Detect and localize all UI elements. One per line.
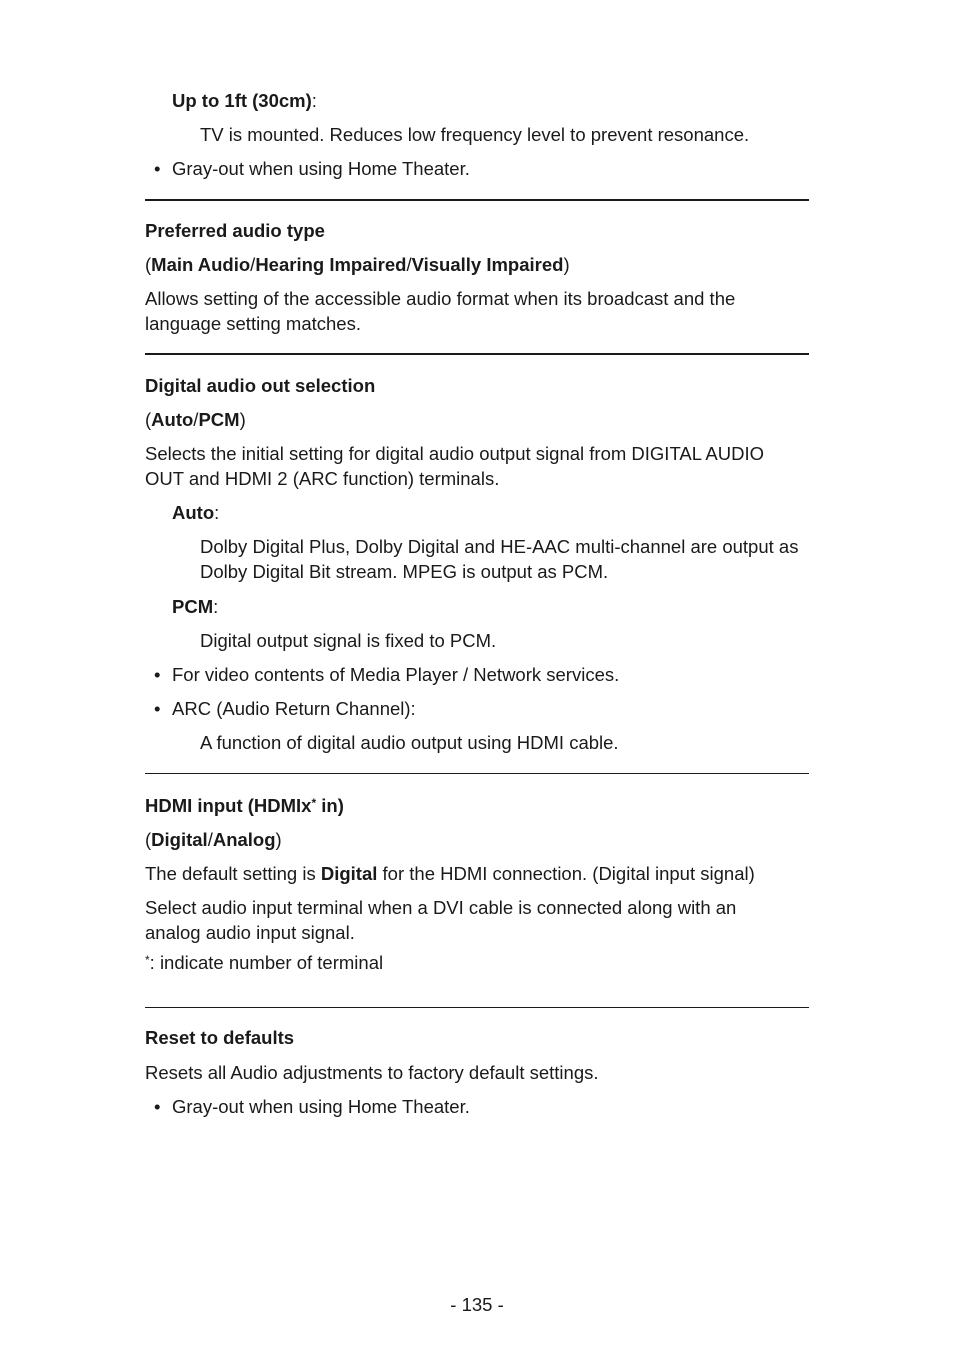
section-divider xyxy=(145,773,809,774)
section-title-digital-audio-out: Digital audio out selection xyxy=(145,375,376,396)
section-description: Selects the initial setting for digital audio output signal from DIGITAL AUDIO OUT and HDMI 2 (ARC function) terminals. xyxy=(145,443,765,489)
section-description: Resets all Audio adjustments to factory default settings. xyxy=(145,1062,599,1083)
option-description: TV is mounted. Reduces low frequency level to prevent resonance. xyxy=(200,124,750,145)
asterisk-icon: * xyxy=(311,796,317,810)
sep: / xyxy=(207,829,213,850)
option-auto: Auto xyxy=(151,409,194,430)
sep: / xyxy=(193,409,199,430)
page-number: - 135 - xyxy=(450,1294,504,1315)
section-title-reset: Reset to defaults xyxy=(145,1027,295,1048)
options-digital-audio-out xyxy=(145,407,246,432)
asterisk-icon: * xyxy=(145,953,150,967)
section-divider xyxy=(145,353,809,355)
option-pcm: PCM xyxy=(198,409,240,430)
note-text: : indicate number of terminal xyxy=(149,952,384,973)
option-hearing-impaired: Hearing Impaired xyxy=(255,254,407,275)
colon: : xyxy=(214,502,220,523)
bullet-icon: • xyxy=(154,664,161,685)
terminal-note xyxy=(145,950,383,978)
grayout-note: Gray-out when using Home Theater. xyxy=(172,158,470,179)
sep: / xyxy=(406,254,412,275)
section-description: Allows setting of the accessible audio format when its broadcast and the language setting matches. xyxy=(145,288,736,334)
option-description: Dolby Digital Plus, Dolby Digital and HE-AAC multi-channel are output as Dolby Digital Bit stream. MPEG is output as PCM. xyxy=(200,536,799,582)
text-part: for the HDMI connection. (Digital input signal) xyxy=(377,863,755,884)
paren: ( xyxy=(145,409,152,430)
paren: ) xyxy=(239,409,246,430)
section-divider xyxy=(145,1007,809,1008)
option-label: Up to 1ft (30cm) xyxy=(172,90,312,111)
bullet-item: For video contents of Media Player / Network services. xyxy=(172,664,620,685)
bullet-icon: • xyxy=(154,698,161,719)
options-preferred-audio xyxy=(145,252,570,277)
section-title-hdmi-input xyxy=(145,793,344,821)
paren: ( xyxy=(145,829,152,850)
bullet-icon: • xyxy=(154,1096,161,1117)
option-label: Auto xyxy=(172,502,215,523)
paren: ( xyxy=(145,254,152,275)
default-setting-text xyxy=(145,861,755,886)
grayout-note: Gray-out when using Home Theater. xyxy=(172,1096,470,1117)
arc-description: A function of digital audio output using HDMI cable. xyxy=(200,732,619,753)
option-visually-impaired: Visually Impaired xyxy=(411,254,564,275)
text-bold: Digital xyxy=(320,863,378,884)
colon: : xyxy=(311,90,317,111)
colon: : xyxy=(213,596,219,617)
title-part: HDMI input (HDMIx xyxy=(145,795,312,816)
option-upto-1ft xyxy=(172,88,317,113)
options-hdmi-input xyxy=(145,827,282,852)
title-part: in) xyxy=(316,795,344,816)
option-description: Digital output signal is fixed to PCM. xyxy=(200,630,497,651)
option-analog: Analog xyxy=(212,829,276,850)
text-part: The default setting is xyxy=(145,863,321,884)
section-title-preferred-audio: Preferred audio type xyxy=(145,220,325,241)
option-digital: Digital xyxy=(151,829,208,850)
section-description: Select audio input terminal when a DVI cable is connected along with an analog audio input signal. xyxy=(145,897,737,943)
sep: / xyxy=(250,254,256,275)
option-auto-heading xyxy=(172,500,219,525)
paren: ) xyxy=(563,254,570,275)
option-label: PCM xyxy=(172,596,214,617)
paren: ) xyxy=(275,829,282,850)
option-main-audio: Main Audio xyxy=(151,254,251,275)
bullet-item: ARC (Audio Return Channel): xyxy=(172,698,416,719)
section-divider xyxy=(145,199,809,201)
bullet-icon: • xyxy=(154,158,161,179)
option-pcm-heading xyxy=(172,594,218,619)
